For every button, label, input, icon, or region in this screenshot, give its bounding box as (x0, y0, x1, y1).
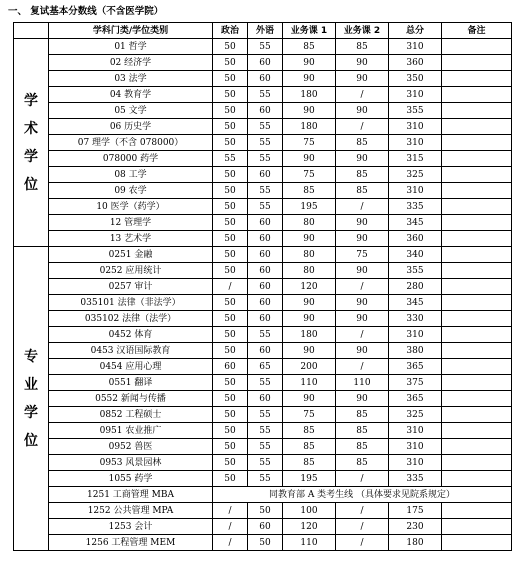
table-row (14, 311, 512, 327)
total-score: 350 (389, 71, 442, 87)
total-score: 310 (389, 455, 442, 471)
category-name: 035101 法律（非法学） (49, 295, 213, 311)
foreign-language-score: 60 (248, 215, 283, 231)
subject-2-score: 90 (336, 263, 389, 279)
subject-1-score: 195 (283, 471, 336, 487)
politics-score: 50 (213, 71, 248, 87)
professional-label-char: 专 (24, 348, 38, 365)
politics-score: 50 (213, 55, 248, 71)
score-table (13, 22, 512, 551)
remarks (442, 295, 512, 311)
politics-score: 50 (213, 391, 248, 407)
table-row (14, 455, 512, 471)
total-score: 310 (389, 119, 442, 135)
subject-2-score: 85 (336, 455, 389, 471)
remarks (442, 535, 512, 551)
table-row (14, 279, 512, 295)
total-score: 310 (389, 87, 442, 103)
remarks (442, 231, 512, 247)
total-score: 345 (389, 295, 442, 311)
subject-1-score: 180 (283, 119, 336, 135)
total-score: 310 (389, 423, 442, 439)
total-score: 315 (389, 151, 442, 167)
subject-1-score: 180 (283, 327, 336, 343)
remarks (442, 247, 512, 263)
header-subject-2: 业务课 2 (336, 23, 389, 39)
total-score: 340 (389, 247, 442, 263)
table-row (14, 535, 512, 551)
foreign-language-score: 55 (248, 407, 283, 423)
subject-2-score: 90 (336, 103, 389, 119)
academic-label-char: 学 (24, 92, 38, 109)
table-row (14, 199, 512, 215)
foreign-language-score: 50 (248, 503, 283, 519)
total-score: 180 (389, 535, 442, 551)
politics-score: 50 (213, 247, 248, 263)
table-row (14, 39, 512, 55)
table-row (14, 391, 512, 407)
total-score: 330 (389, 311, 442, 327)
total-score: 325 (389, 167, 442, 183)
subject-2-score: 85 (336, 183, 389, 199)
politics-score: 50 (213, 455, 248, 471)
politics-score: 60 (213, 359, 248, 375)
subject-1-score: 120 (283, 279, 336, 295)
header-category: 学科门类/学位类别 (49, 23, 213, 39)
mba-requirement-note: 同教育部 A 类考生线 （具体要求见院系规定） (213, 487, 512, 503)
foreign-language-score: 60 (248, 167, 283, 183)
subject-1-score: 100 (283, 503, 336, 519)
subject-1-score: 90 (283, 231, 336, 247)
total-score: 355 (389, 263, 442, 279)
category-name: 03 法学 (49, 71, 213, 87)
category-name: 1055 药学 (49, 471, 213, 487)
remarks (442, 375, 512, 391)
header-foreign-language: 外语 (248, 23, 283, 39)
remarks (442, 407, 512, 423)
academic-label-char: 术 (24, 120, 38, 137)
category-name: 0453 汉语国际教育 (49, 343, 213, 359)
foreign-language-score: 60 (248, 55, 283, 71)
academic-label-char: 学 (24, 148, 38, 165)
subject-1-score: 85 (283, 439, 336, 455)
politics-score: 50 (213, 295, 248, 311)
subject-1-score: 75 (283, 407, 336, 423)
foreign-language-score: 55 (248, 39, 283, 55)
foreign-language-score: 60 (248, 311, 283, 327)
subject-1-score: 195 (283, 199, 336, 215)
remarks (442, 119, 512, 135)
academic-degree-label (14, 39, 49, 247)
category-name: 09 农学 (49, 183, 213, 199)
table-row (14, 231, 512, 247)
total-score: 365 (389, 359, 442, 375)
table-row (14, 119, 512, 135)
table-row (14, 295, 512, 311)
subject-1-score: 80 (283, 247, 336, 263)
subject-1-score: 85 (283, 39, 336, 55)
category-name: 0452 体育 (49, 327, 213, 343)
subject-2-score: / (336, 327, 389, 343)
subject-2-score: / (336, 279, 389, 295)
subject-1-score: 80 (283, 215, 336, 231)
subject-1-score: 120 (283, 519, 336, 535)
total-score: 310 (389, 183, 442, 199)
foreign-language-score: 55 (248, 375, 283, 391)
politics-score: 50 (213, 183, 248, 199)
subject-1-score: 85 (283, 183, 336, 199)
subject-2-score: / (336, 535, 389, 551)
subject-1-score: 85 (283, 423, 336, 439)
table-row (14, 135, 512, 151)
total-score: 310 (389, 327, 442, 343)
foreign-language-score: 60 (248, 343, 283, 359)
category-name: 1253 会计 (49, 519, 213, 535)
remarks (442, 263, 512, 279)
politics-score: 50 (213, 327, 248, 343)
foreign-language-score: 60 (248, 391, 283, 407)
category-name: 035102 法律（法学） (49, 311, 213, 327)
subject-2-score: / (336, 471, 389, 487)
politics-score: 50 (213, 215, 248, 231)
subject-1-score: 85 (283, 455, 336, 471)
politics-score: 50 (213, 39, 248, 55)
subject-1-score: 90 (283, 151, 336, 167)
remarks (442, 455, 512, 471)
politics-score: 55 (213, 151, 248, 167)
remarks (442, 343, 512, 359)
politics-score: 50 (213, 263, 248, 279)
category-name: 0454 应用心理 (49, 359, 213, 375)
table-row (14, 55, 512, 71)
politics-score: 50 (213, 375, 248, 391)
table-row (14, 423, 512, 439)
total-score: 335 (389, 471, 442, 487)
total-score: 360 (389, 55, 442, 71)
subject-2-score: 90 (336, 343, 389, 359)
politics-score: 50 (213, 167, 248, 183)
category-name: 06 历史学 (49, 119, 213, 135)
total-score: 310 (389, 439, 442, 455)
subject-2-score: 85 (336, 407, 389, 423)
politics-score: 50 (213, 311, 248, 327)
category-name: 07 理学（不含 078000） (49, 135, 213, 151)
table-row (14, 71, 512, 87)
politics-score: / (213, 279, 248, 295)
total-score: 310 (389, 135, 442, 151)
politics-score: 50 (213, 439, 248, 455)
subject-2-score: 85 (336, 423, 389, 439)
subject-1-score: 90 (283, 55, 336, 71)
foreign-language-score: 60 (248, 247, 283, 263)
category-name: 04 教育学 (49, 87, 213, 103)
table-row (14, 167, 512, 183)
subject-2-score: / (336, 359, 389, 375)
subject-1-score: 75 (283, 135, 336, 151)
foreign-language-score: 55 (248, 199, 283, 215)
politics-score: 50 (213, 343, 248, 359)
total-score: 335 (389, 199, 442, 215)
subject-2-score: 90 (336, 55, 389, 71)
header-total: 总分 (389, 23, 442, 39)
header-politics: 政治 (213, 23, 248, 39)
remarks (442, 279, 512, 295)
subject-1-score: 110 (283, 535, 336, 551)
category-name: 0252 应用统计 (49, 263, 213, 279)
category-name: 1251 工商管理 MBA (49, 487, 213, 503)
foreign-language-score: 55 (248, 471, 283, 487)
category-name: 0552 新闻与传播 (49, 391, 213, 407)
total-score: 380 (389, 343, 442, 359)
foreign-language-score: 50 (248, 535, 283, 551)
foreign-language-score: 60 (248, 231, 283, 247)
total-score: 230 (389, 519, 442, 535)
remarks (442, 199, 512, 215)
foreign-language-score: 60 (248, 295, 283, 311)
remarks (442, 135, 512, 151)
subject-1-score: 90 (283, 295, 336, 311)
subject-2-score: 75 (336, 247, 389, 263)
remarks (442, 151, 512, 167)
politics-score: 50 (213, 407, 248, 423)
table-row (14, 519, 512, 535)
table-row (14, 103, 512, 119)
table-row (14, 439, 512, 455)
total-score: 345 (389, 215, 442, 231)
total-score: 280 (389, 279, 442, 295)
subject-2-score: 110 (336, 375, 389, 391)
remarks (442, 519, 512, 535)
subject-1-score: 80 (283, 263, 336, 279)
foreign-language-score: 55 (248, 327, 283, 343)
subject-1-score: 75 (283, 167, 336, 183)
category-name: 0257 审计 (49, 279, 213, 295)
table-row (14, 471, 512, 487)
remarks (442, 359, 512, 375)
subject-2-score: 90 (336, 295, 389, 311)
category-name: 0852 工程硕士 (49, 407, 213, 423)
politics-score: 50 (213, 87, 248, 103)
subject-2-score: 90 (336, 215, 389, 231)
header-group (14, 23, 49, 39)
category-name: 05 文学 (49, 103, 213, 119)
remarks (442, 327, 512, 343)
foreign-language-score: 60 (248, 519, 283, 535)
table-row (14, 407, 512, 423)
politics-score: / (213, 519, 248, 535)
remarks (442, 311, 512, 327)
category-name: 0951 农业推广 (49, 423, 213, 439)
professional-label-char: 位 (24, 432, 38, 449)
foreign-language-score: 55 (248, 423, 283, 439)
professional-degree-label (14, 247, 49, 551)
foreign-language-score: 65 (248, 359, 283, 375)
table-row (14, 247, 512, 263)
table-row (14, 183, 512, 199)
politics-score: 50 (213, 135, 248, 151)
subject-2-score: 85 (336, 135, 389, 151)
category-name: 1252 公共管理 MPA (49, 503, 213, 519)
subject-2-score: 85 (336, 167, 389, 183)
subject-2-score: 90 (336, 151, 389, 167)
remarks (442, 55, 512, 71)
subject-2-score: 85 (336, 39, 389, 55)
table-row (14, 327, 512, 343)
subject-1-score: 90 (283, 311, 336, 327)
subject-1-score: 90 (283, 343, 336, 359)
academic-label-char: 位 (24, 176, 38, 193)
foreign-language-score: 55 (248, 135, 283, 151)
remarks (442, 87, 512, 103)
subject-1-score: 180 (283, 87, 336, 103)
foreign-language-score: 60 (248, 279, 283, 295)
foreign-language-score: 55 (248, 183, 283, 199)
table-row (14, 215, 512, 231)
table-row (14, 343, 512, 359)
subject-2-score: / (336, 119, 389, 135)
total-score: 360 (389, 231, 442, 247)
category-name: 13 艺术学 (49, 231, 213, 247)
total-score: 375 (389, 375, 442, 391)
politics-score: 50 (213, 423, 248, 439)
politics-score: / (213, 503, 248, 519)
subject-2-score: 90 (336, 71, 389, 87)
subject-2-score: 90 (336, 231, 389, 247)
subject-2-score: 85 (336, 439, 389, 455)
total-score: 310 (389, 39, 442, 55)
professional-label-char: 学 (24, 404, 38, 421)
header-subject-1: 业务课 1 (283, 23, 336, 39)
politics-score: 50 (213, 471, 248, 487)
subject-2-score: 90 (336, 311, 389, 327)
foreign-language-score: 60 (248, 71, 283, 87)
remarks (442, 439, 512, 455)
category-name: 1256 工程管理 MEM (49, 535, 213, 551)
category-name: 08 工学 (49, 167, 213, 183)
foreign-language-score: 55 (248, 151, 283, 167)
total-score: 365 (389, 391, 442, 407)
table-row (14, 487, 512, 503)
header-remarks: 备注 (442, 23, 512, 39)
table-row (14, 263, 512, 279)
remarks (442, 167, 512, 183)
professional-label-char: 业 (24, 376, 38, 393)
subject-2-score: / (336, 503, 389, 519)
remarks (442, 503, 512, 519)
subject-1-score: 90 (283, 391, 336, 407)
politics-score: 50 (213, 119, 248, 135)
table-row (14, 151, 512, 167)
table-row (14, 503, 512, 519)
remarks (442, 423, 512, 439)
remarks (442, 71, 512, 87)
table-row (14, 375, 512, 391)
remarks (442, 471, 512, 487)
category-name: 0952 兽医 (49, 439, 213, 455)
subject-1-score: 200 (283, 359, 336, 375)
category-name: 078000 药学 (49, 151, 213, 167)
table-row (14, 87, 512, 103)
subject-1-score: 90 (283, 103, 336, 119)
foreign-language-score: 60 (248, 103, 283, 119)
table-row (14, 359, 512, 375)
politics-score: 50 (213, 199, 248, 215)
total-score: 355 (389, 103, 442, 119)
politics-score: 50 (213, 231, 248, 247)
category-name: 12 管理学 (49, 215, 213, 231)
total-score: 175 (389, 503, 442, 519)
subject-1-score: 90 (283, 71, 336, 87)
subject-1-score: 110 (283, 375, 336, 391)
category-name: 0551 翻译 (49, 375, 213, 391)
foreign-language-score: 55 (248, 119, 283, 135)
header-row (14, 23, 512, 39)
remarks (442, 391, 512, 407)
politics-score: / (213, 535, 248, 551)
foreign-language-score: 55 (248, 455, 283, 471)
politics-score: 50 (213, 103, 248, 119)
remarks (442, 103, 512, 119)
remarks (442, 39, 512, 55)
remarks (442, 183, 512, 199)
subject-2-score: / (336, 87, 389, 103)
subject-2-score: / (336, 519, 389, 535)
foreign-language-score: 55 (248, 87, 283, 103)
category-name: 0251 金融 (49, 247, 213, 263)
foreign-language-score: 55 (248, 439, 283, 455)
section-heading: 一、 复试基本分数线（不含医学院） (8, 6, 164, 17)
subject-2-score: 90 (336, 391, 389, 407)
category-name: 0953 风景园林 (49, 455, 213, 471)
category-name: 01 哲学 (49, 39, 213, 55)
foreign-language-score: 60 (248, 263, 283, 279)
category-name: 10 医学（药学） (49, 199, 213, 215)
total-score: 325 (389, 407, 442, 423)
subject-2-score: / (336, 199, 389, 215)
category-name: 02 经济学 (49, 55, 213, 71)
remarks (442, 215, 512, 231)
